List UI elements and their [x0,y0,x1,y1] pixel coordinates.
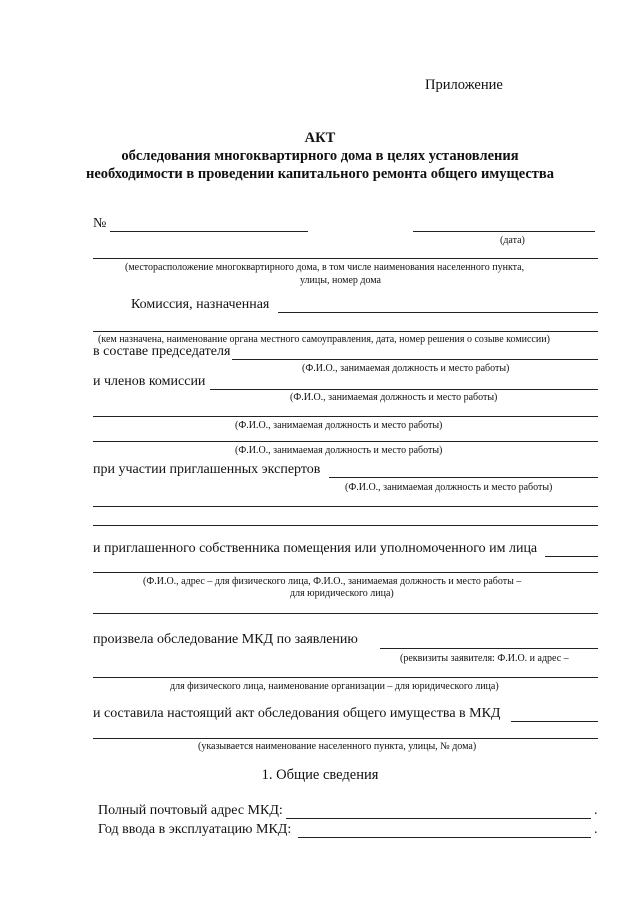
act-field[interactable] [511,721,598,722]
act-title: АКТ [304,130,336,146]
members-caption-3: (Ф.И.О., занимаемая должность и место работы) [235,445,443,456]
owner-label: и приглашенного собственника помещения или уполномоченного им лица [93,541,538,556]
year-dot: . [594,822,598,837]
address-field[interactable] [286,818,591,819]
members-field-3[interactable] [93,441,598,442]
experts-field-2[interactable] [93,506,598,507]
number-label: № [93,216,107,231]
members-caption-2: (Ф.И.О., занимаемая должность и место работы) [235,420,443,431]
commission-label: Комиссия, назначенная [131,297,270,312]
act-caption: (указывается наименование населенного пункта, улицы, № дома) [198,741,477,752]
act-field-2[interactable] [93,738,598,739]
inspection-field-2[interactable] [93,677,598,678]
act-label: и составила настоящий акт обследования общего имущества в МКД [93,706,501,721]
members-label: и членов комиссии [93,374,206,389]
commission-field-2[interactable] [93,331,598,332]
number-field[interactable] [110,231,308,232]
inspection-field[interactable] [380,648,598,649]
chairman-label: в составе председателя [93,344,231,359]
date-caption: (дата) [500,235,525,246]
inspection-label: произвела обследование МКД по заявлению [93,632,358,647]
location-caption-line2: улицы, номер дома [300,275,381,286]
year-label: Год ввода в эксплуатацию МКД: [98,822,292,837]
appendix-label: Приложение [425,77,503,93]
chairman-caption: (Ф.И.О., занимаемая должность и место работы) [302,363,510,374]
owner-field[interactable] [545,556,598,557]
members-caption-1: (Ф.И.О., занимаемая должность и место работы) [290,392,498,403]
address-dot: . [594,803,598,818]
section-heading: 1. Общие сведения [261,767,379,783]
address-label: Полный почтовый адрес МКД: [98,803,283,818]
experts-caption: (Ф.И.О., занимаемая должность и место работы) [345,482,553,493]
act-subtitle-line2: необходимости в проведении капитального ремонта общего имущества [85,166,555,182]
chairman-field[interactable] [232,359,598,360]
location-caption-line1: (месторасположение многоквартирного дома, в том числе наименования населенного пункта, [125,262,525,273]
owner-caption-line2: для юридического лица) [290,588,394,599]
commission-caption: (кем назначена, наименование органа местного самоуправления, дата, номер решения о созыве комиссии) [98,334,550,345]
experts-label: при участии приглашенных экспертов [93,462,321,477]
commission-field[interactable] [278,312,598,313]
location-field[interactable] [93,258,598,259]
inspection-caption-line2: для физического лица, наименование организации – для юридического лица) [170,681,499,692]
date-field[interactable] [413,231,595,232]
experts-field-3[interactable] [93,525,598,526]
year-field[interactable] [298,837,591,838]
owner-field-3[interactable] [93,613,598,614]
experts-field[interactable] [329,477,598,478]
act-subtitle-line1: обследования многоквартирного дома в целях установления [121,148,519,164]
members-field-2[interactable] [93,416,598,417]
members-field-1[interactable] [210,389,598,390]
inspection-caption-line1: (реквизиты заявителя: Ф.И.О. и адрес – [400,653,569,664]
owner-caption-line1: (Ф.И.О., адрес – для физического лица, Ф.И.О., занимаемая должность и место работы – [143,576,522,587]
owner-field-2[interactable] [93,572,598,573]
